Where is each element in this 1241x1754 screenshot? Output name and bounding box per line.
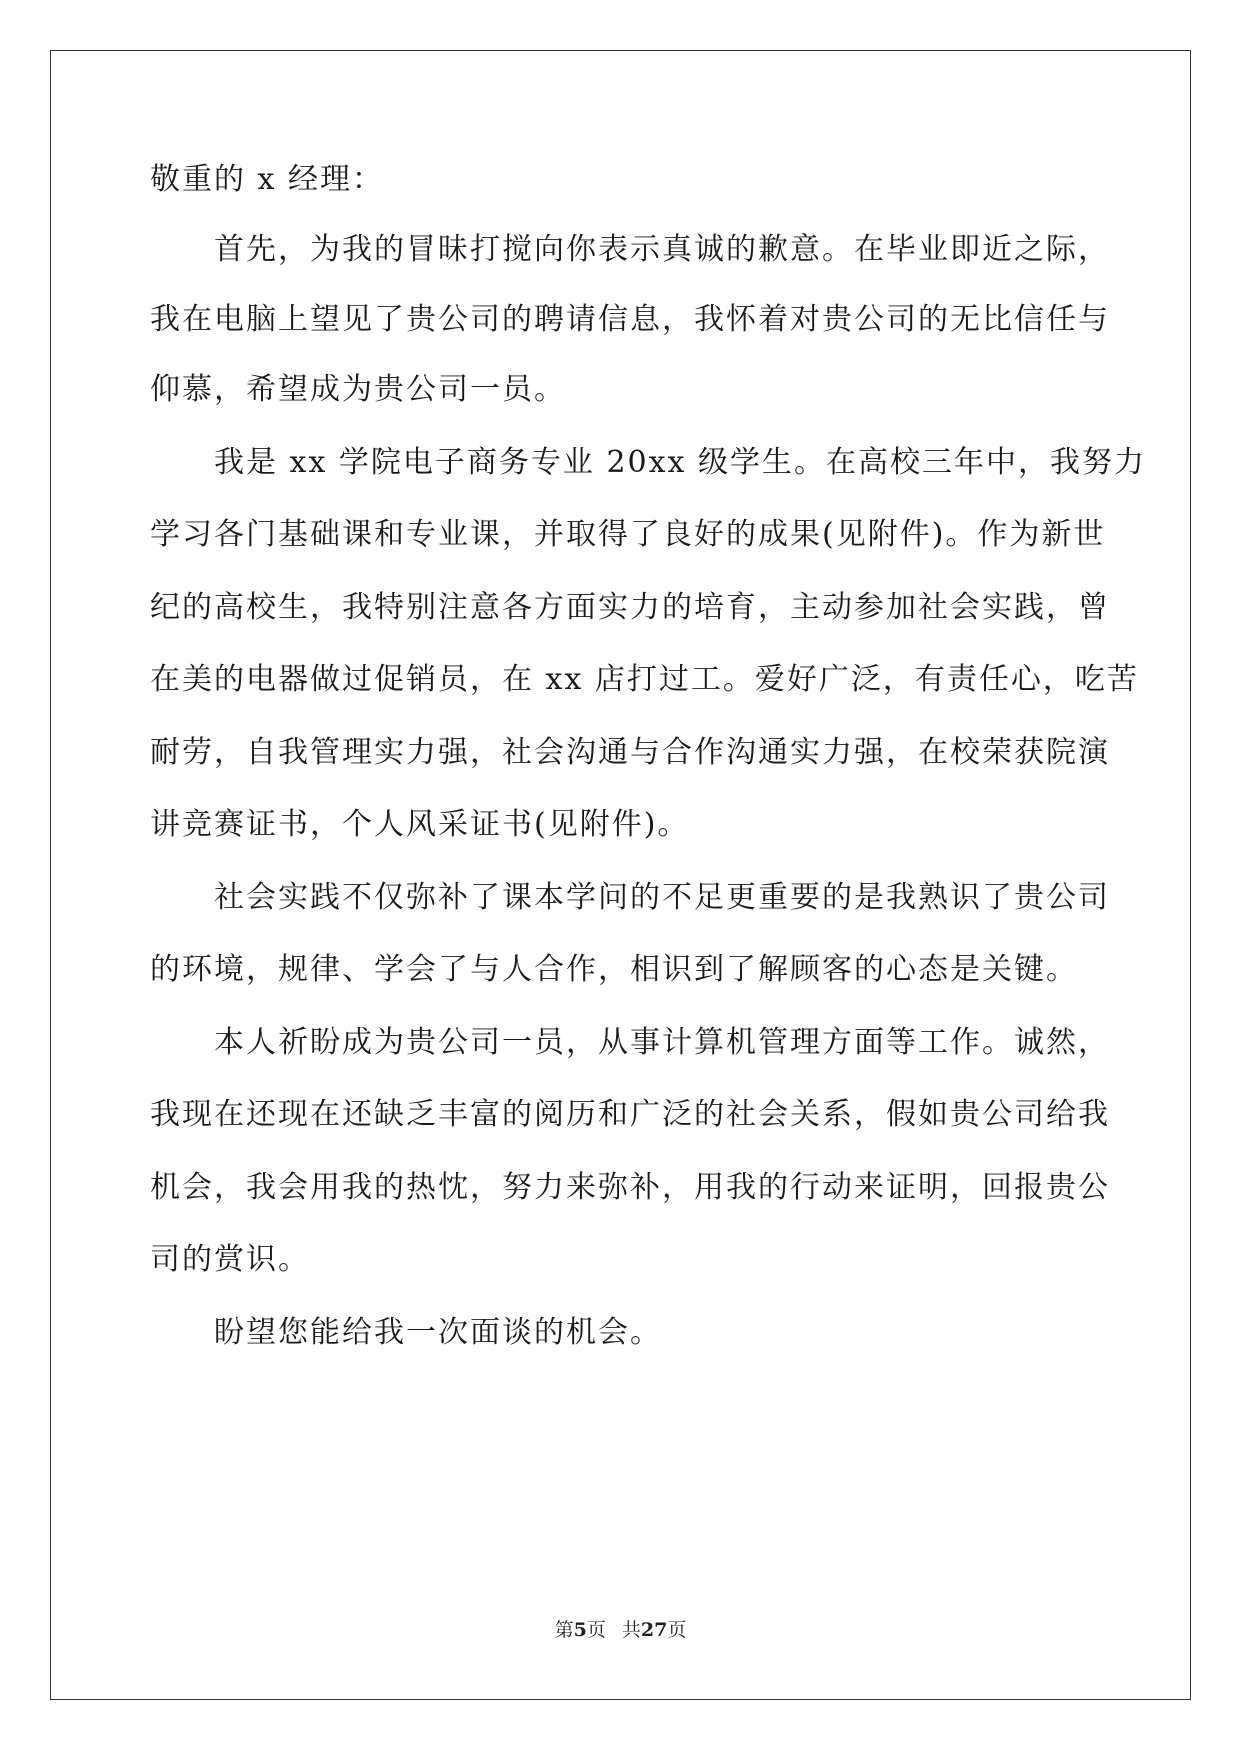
paragraph-line: 纪的高校生，我特别注意各方面实力的培育，主动参加社会实践，曾	[150, 590, 1110, 625]
paragraph-line: 司的赏识。	[150, 1242, 310, 1277]
page-border	[50, 50, 1191, 1700]
total-pages: 27	[640, 1619, 668, 1641]
paragraph-line: 我在电脑上望见了贵公司的聘请信息，我怀着对贵公司的无比信任与	[150, 302, 1110, 337]
paragraph-line: 我是 xx 学院电子商务专业 20xx 级学生。在高校三年中，我努力	[214, 445, 1146, 480]
paragraph-line: 盼望您能给我一次面谈的机会。	[214, 1315, 662, 1350]
page-suffix: 页	[586, 1619, 606, 1641]
paragraph-line: 讲竞赛证书，个人风采证书(见附件)。	[150, 807, 690, 842]
paragraph-line: 学习各门基础课和专业课，并取得了良好的成果(见附件)。作为新世	[150, 517, 1106, 552]
paragraph-line: 耐劳，自我管理实力强，社会沟通与合作沟通实力强，在校荣获院演	[150, 735, 1110, 770]
paragraph-line: 我现在还现在还缺乏丰富的阅历和广泛的社会关系，假如贵公司给我	[150, 1097, 1110, 1132]
total-prefix: 共	[621, 1619, 641, 1641]
paragraph-line: 机会，我会用我的热忱，努力来弥补，用我的行动来证明，回报贵公	[150, 1170, 1110, 1205]
paragraph-line: 在美的电器做过促销员，在 xx 店打过工。爱好广泛，有责任心，吃苦	[150, 662, 1139, 697]
salutation: 敬重的 x 经理：	[150, 162, 384, 197]
total-suffix: 页	[667, 1619, 687, 1641]
paragraph-line: 仰慕，希望成为贵公司一员。	[150, 372, 566, 407]
paragraph-line: 社会实践不仅弥补了课本学问的不足更重要的是我熟识了贵公司	[214, 880, 1110, 915]
page-prefix: 第	[554, 1619, 574, 1641]
paragraph-line: 本人祈盼成为贵公司一员，从事计算机管理方面等工作。诚然，	[214, 1025, 1110, 1060]
page-number: 5	[573, 1619, 587, 1641]
paragraph-line: 首先，为我的冒昧打搅向你表示真诚的歉意。在毕业即近之际，	[214, 232, 1110, 267]
paragraph-line: 的环境，规律、学会了与人合作，相识到了解顾客的心态是关键。	[150, 952, 1078, 987]
page-footer	[0, 1618, 1241, 1642]
